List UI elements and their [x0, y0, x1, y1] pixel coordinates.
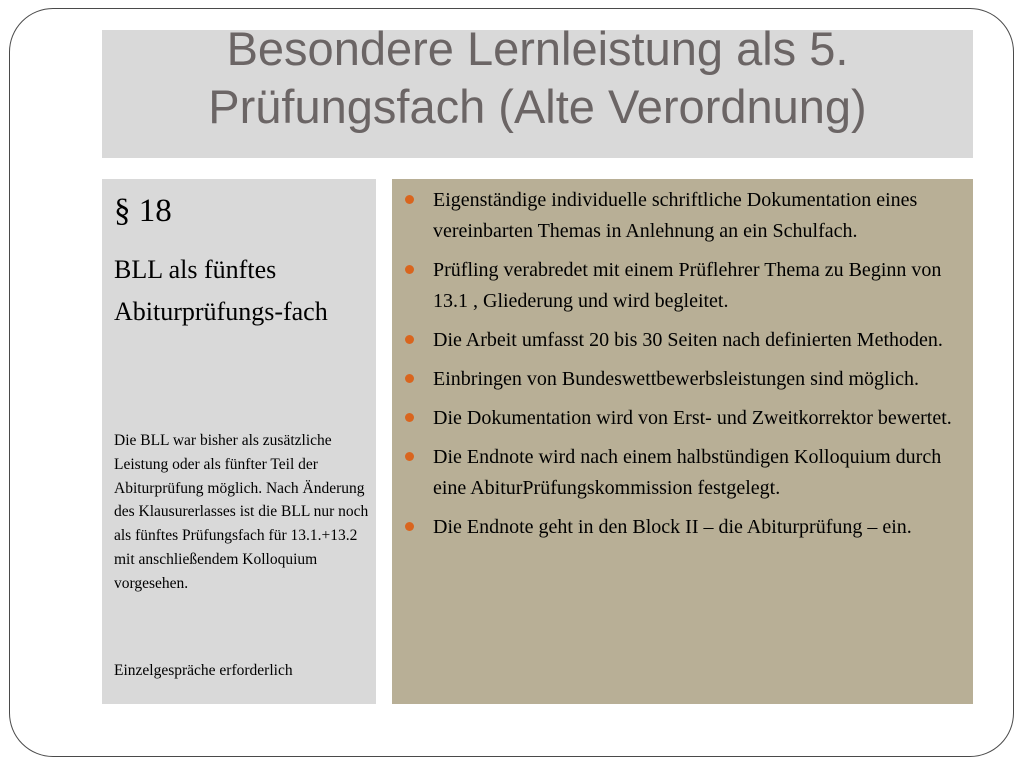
bullet-item: [433, 364, 963, 395]
bullet-item: [433, 512, 963, 543]
bullet-item: [433, 255, 963, 317]
title-band: [102, 30, 973, 158]
bullet-dot-icon: [405, 522, 414, 531]
bullet-dot-icon: [405, 374, 414, 383]
bullet-dot-icon: [405, 265, 414, 274]
right-panel: [392, 179, 973, 704]
bullet-item: [433, 185, 963, 247]
bullet-text: Die Dokumentation wird von Erst- und Zweitkorrektor bewertet.: [433, 407, 952, 429]
left-panel: [102, 179, 376, 704]
bullet-text: Prüfling verabredet mit einem Prüflehrer Thema zu Beginn von 13.1 , Gliederung und wird begleitet.: [433, 259, 942, 312]
bullet-text: Einbringen von Bundeswettbewerbsleistungen sind möglich.: [433, 368, 920, 390]
bullet-text: Die Endnote geht in den Block II – die Abiturprüfung – ein.: [433, 516, 912, 538]
bullet-item: [433, 442, 963, 504]
bullet-item: [433, 403, 963, 434]
section-note: Die BLL war bisher als zusätzliche Leistung oder als fünfter Teil der Abiturprüfung möglich. Nach Änderung des Klausurerlasses ist die BLL nur noch als fünftes Prüfungsfach für 13.1.+13.2 mit anschließendem Kolloquium vorgesehen.: [114, 432, 369, 592]
bullet-dot-icon: [405, 195, 414, 204]
bullet-dot-icon: [405, 413, 414, 422]
bullet-text: Die Endnote wird nach einem halbstündigen Kolloquium durch eine AbiturPrüfungskommission festgelegt.: [433, 446, 942, 499]
slide-title: Besondere Lernleistung als 5. Prüfungsfach (Alte Verordnung): [208, 30, 867, 133]
section-subtitle: BLL als fünftes Abiturprüfungs-fach: [114, 255, 328, 326]
section-footer: Einzelgespräche erforderlich: [114, 662, 293, 679]
bullet-list: [392, 179, 973, 543]
bullet-item: [433, 325, 963, 356]
bullet-dot-icon: [405, 335, 414, 344]
bullet-text: Die Arbeit umfasst 20 bis 30 Seiten nach definierten Methoden.: [433, 329, 943, 351]
bullet-dot-icon: [405, 452, 414, 461]
paragraph-reference: § 18: [114, 193, 172, 229]
bullet-text: Eigenständige individuelle schriftliche Dokumentation eines vereinbarten Themas in Anlehnung an ein Schulfach.: [433, 189, 918, 242]
